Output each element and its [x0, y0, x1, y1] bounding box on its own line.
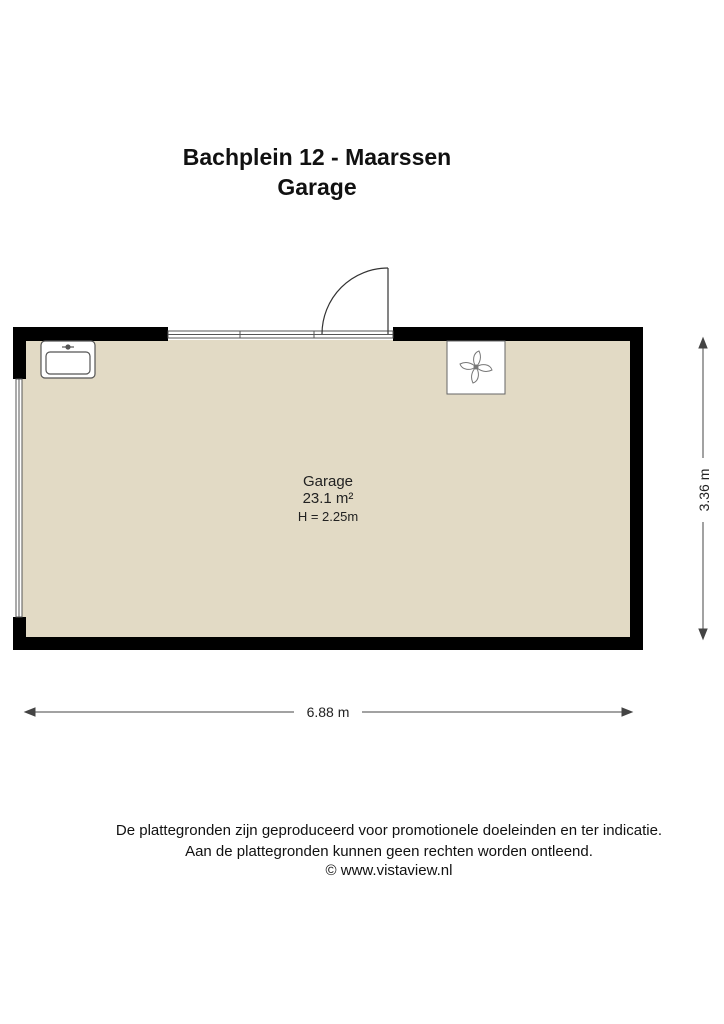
wall-top-right	[393, 327, 643, 341]
wall-bottom	[13, 637, 643, 650]
window-top	[168, 331, 393, 338]
wall-top-left	[13, 327, 168, 341]
plan-title-floor: Garage	[277, 174, 357, 200]
room-area: 23.1 m²	[302, 490, 354, 507]
wall-right	[630, 327, 643, 650]
disclaimer-line-1: De plattegronden zijn geproduceerd voor promotionele doeleinden en ter indicatie.	[115, 822, 663, 839]
window-left	[16, 379, 22, 617]
disclaimer-line-2: Aan de plattegronden kunnen geen rechten worden ontleend.	[185, 843, 593, 860]
fan-icon	[447, 341, 505, 394]
depth-label: 3.36 m	[696, 468, 712, 512]
room-height: H = 2.25m	[297, 509, 359, 524]
door-swing-icon	[322, 268, 388, 334]
wall-left-bottom	[13, 617, 26, 650]
width-label: 6.88 m	[306, 704, 350, 720]
room-name: Garage	[302, 473, 354, 490]
copyright-line: © www.vistaview.nl	[325, 862, 453, 879]
plan-title-address: Bachplein 12 - Maarssen	[182, 144, 452, 170]
sink-icon	[41, 341, 95, 378]
wall-left-top	[13, 327, 26, 379]
